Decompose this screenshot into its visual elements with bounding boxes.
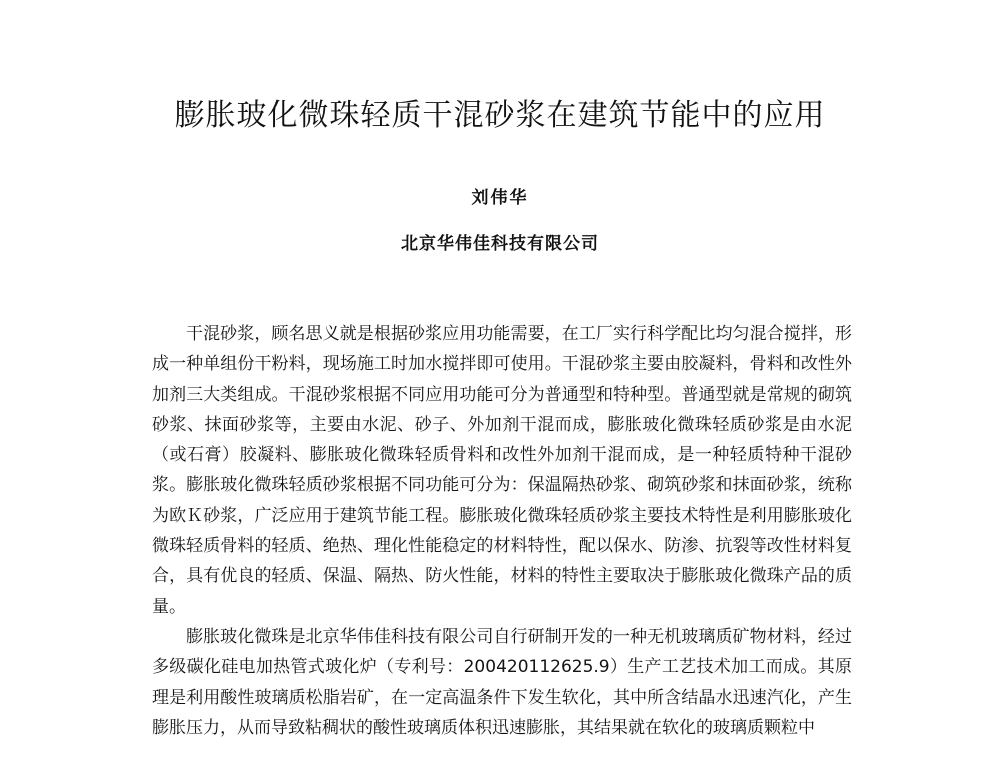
article-title: 膨胀玻化微珠轻质干混砂浆在建筑节能中的应用 — [174, 98, 826, 133]
article-body — [152, 319, 852, 743]
author-name: 刘伟华 — [471, 188, 529, 208]
body-paragraph: 干混砂浆，顾名思义就是根据砂浆应用功能需要，在工厂实行科学配比均匀混合搅拌，形成一种单组份干粉料，现场施工时加水搅拌即可使用。干混砂浆主要由胶凝料，骨料和改性外加剂三大类组成。干混砂浆根据不同应用功能可分为普通型和特种型。普通型就是常规的砌筑砂浆、抹面砂浆等，主要由水泥、砂子、外加剂干混而成，膨胀玻化微珠轻质砂浆是由水泥（或石膏）胶凝料、膨胀玻化微珠轻质骨料和改性外加剂干混而成，是一种轻质特种干混砂浆。膨胀玻化微珠轻质砂浆根据不同功能可分为：保温隔热砂浆、砌筑砂浆和抹面砂浆，统称为欧Ｋ砂浆，广泛应用于建筑节能工程。膨胀玻化微珠轻质砂浆主要技术特性是利用膨胀玻化微珠轻质骨料的轻质、绝热、理化性能稳定的材料特性，配以保水、防渗、抗裂等改性材料复合，具有优良的轻质、保温、隔热、防火性能，材料的特性主要取决于膨胀玻化微珠产品的质量。 — [152, 324, 852, 617]
body-paragraph: 膨胀玻化微珠是北京华伟佳科技有限公司自行研制开发的一种无机玻璃质矿物材料，经过多级碳化硅电加热管式玻化炉（专利号：200420112625.9）生产工艺技术加工而成。其原理是利用酸性玻璃质松脂岩矿，在一定高温条件下发生软化，其中所含结晶水迅速汽化，产生膨胀压力，从而导致粘稠状的酸性玻璃质体积迅速膨胀，其结果就在软化的玻璃质颗粒中 — [152, 626, 852, 738]
author-affiliation: 北京华伟佳科技有限公司 — [401, 234, 599, 254]
